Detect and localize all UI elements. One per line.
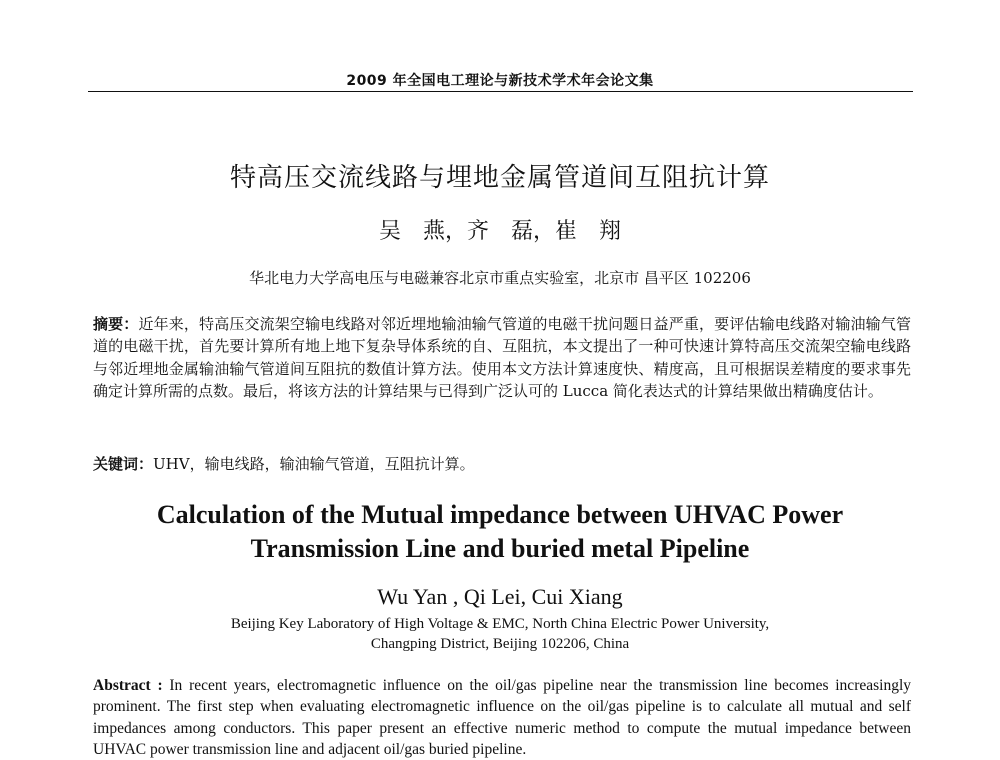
paper-title-chinese: 特高压交流线路与埋地金属管道间互阻抗计算 (229, 163, 770, 193)
keywords-label-chinese: 关键词： (93, 455, 154, 473)
keywords-chinese (93, 453, 911, 475)
authors-chinese: 吴 燕，齐 磊，崔 翔 (378, 219, 621, 244)
affiliation-english-line-2: Changping District, Beijing 102206, China (370, 636, 630, 652)
abstract-label-english: Abstract : (93, 677, 163, 694)
abstract-text-chinese: 近年来，特高压交流架空输电线路对邻近埋地输油输气管道的电磁干扰问题日益严重，要评估输电线路对输油输气管道的电磁干扰，首先要计算所有地上地下复杂导体系统的自、互阻抗，本文提出了一种可快速计算特高压交流架空输电线路与邻近埋地金属输油输气管道间互阻抗的数值计算方法。使用本文方法计算速度快、精度高，且可根据误差精度的要求事先确定计算所需的点数。最后，将该方法的计算结果与已得到广泛认可的 Lucca 简化表达式的计算结果做出精确度估计。 (93, 315, 911, 401)
affiliation-english (0, 614, 1000, 654)
title-english-line-2: Transmission Line and buried metal Pipeline (250, 534, 750, 563)
abstract-label-chinese: 摘要： (93, 315, 139, 333)
running-header: 2009 年全国电工理论与新技术学术年会论文集 (346, 73, 654, 89)
paper-title-english (0, 498, 1000, 566)
header-rule (88, 91, 913, 92)
keywords-text-chinese: UHV，输电线路，输油输气管道，互阻抗计算。 (153, 455, 475, 473)
abstract-english (93, 675, 911, 760)
abstract-text-english: In recent years, electromagnetic influence on the oil/gas pipeline near the transmission line becomes increasingly prominent. The first step when evaluating electromagnetic influence on the oil/gas pipeline is to calculate all mutual and self impedances among conductors. This paper present an effective numeric method to compute the mutual impedance between UHVAC power transmission line and adjacent oil/gas buried pipeline. (93, 677, 912, 758)
affiliation-chinese: 华北电力大学高电压与电磁兼容北京市重点实验室，北京市 昌平区 102206 (249, 269, 751, 287)
affiliation-english-line-1: Beijing Key Laboratory of High Voltage & EMC, North China Electric Power University, (230, 616, 770, 632)
title-english-line-1: Calculation of the Mutual impedance between UHVAC Power (156, 500, 844, 529)
authors-english: Wu Yan , Qi Lei, Cui Xiang (377, 584, 623, 609)
abstract-chinese (93, 313, 911, 403)
